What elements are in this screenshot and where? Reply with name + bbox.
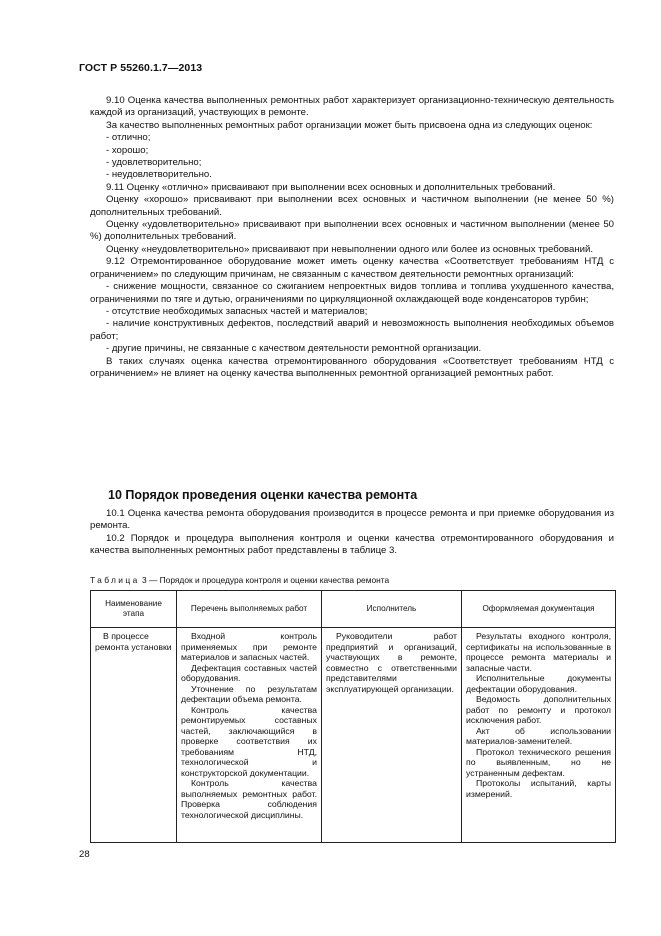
header-executor: Исполнитель xyxy=(322,591,462,628)
document-item: Исполнительные документы дефектации оборудования. xyxy=(466,673,611,694)
table-caption-text: 3 — Порядок и процедура контроля и оценки качества ремонта xyxy=(141,575,390,585)
section-title: 10 Порядок проведения оценки качества ремонта xyxy=(108,488,418,502)
table-header-row xyxy=(91,591,616,628)
cell-stage xyxy=(91,628,177,843)
header-works: Перечень выполняемых работ xyxy=(177,591,322,628)
table-caption xyxy=(90,575,389,585)
list-item: - снижение мощности, связанное со сжиганием непроектных видов топлива и топлива ухудшенного качества, ограничениями по тяге и дутью, ограничениями по циркуляционной охлаждающей воде конденсаторов турбин; xyxy=(90,281,614,305)
executor-text: Руководители работ предприятий и организаций, участвующих в ремонте, совместно с ответственными представителями эксплуатирующей организации. xyxy=(326,631,457,694)
document-item: Акт об использовании материалов-заменителей. xyxy=(466,725,611,746)
paragraph: 10.2 Порядок и процедура выполнения контроля и оценки качества отремонтированного оборудования и качества выполненных ремонтных работ представлены в таблице 3. xyxy=(90,532,614,557)
paragraph: Оценку «удовлетворительно» присваивают при выполнении всех основных и частичном выполнении (менее 50 %) дополнительных требований. xyxy=(90,219,614,243)
stage-text: В процессе ремонта установки xyxy=(95,631,172,652)
work-item: Контроль качества выполняемых ремонтных работ. Проверка соблюдения технологической дисциплины. xyxy=(181,778,317,820)
list-item: - отсутствие необходимых запасных частей и материалов; xyxy=(106,305,368,317)
work-item: Контроль качества ремонтируемых составных частей, заключающийся в проверке соответствия их требованиям НТД, технологической и конструкторской документации. xyxy=(181,704,317,778)
quality-control-table xyxy=(90,590,616,843)
document-header: ГОСТ Р 55260.1.7—2013 xyxy=(79,62,203,74)
list-item: - удовлетворительно; xyxy=(106,157,202,169)
list-item: - неудовлетворительно. xyxy=(106,169,212,181)
document-item: Протокол технического решения по выявленным, но не устраненным дефектам. xyxy=(466,746,611,778)
list-item: - хорошо; xyxy=(106,144,149,156)
list-item: - наличие конструктивных дефектов, последствий аварий и невозможность выполнения необходимых объемов работ; xyxy=(90,318,614,342)
table-caption-label: Таблица xyxy=(90,575,140,585)
list-item: - отлично; xyxy=(106,132,151,144)
paragraph: 9.10 Оценка качества выполненных ремонтных работ характеризует организационно-техническую деятельность каждой из организаций, участвующих в ремонте. xyxy=(90,95,614,119)
header-stage: Наименование этапа xyxy=(91,591,177,628)
paragraph: Оценку «хорошо» присваивают при выполнении всех основных и частичном выполнении (не менее 50 %) дополнительных требований. xyxy=(90,194,614,218)
document-item: Ведомость дополнительных работ по ремонту и протокол исключения работ. xyxy=(466,694,611,725)
document-item: Протоколы испытаний, карты измерений. xyxy=(466,778,611,799)
work-item: Входной контроль применяемых при ремонте материалов и запасных частей. xyxy=(181,631,317,662)
section-text xyxy=(90,508,614,558)
paragraph: Оценку «неудовлетворительно» присваивают при невыполнении одного или более из основных требований. xyxy=(106,243,594,255)
cell-works xyxy=(177,628,322,843)
paragraph: За качество выполненных ремонтных работ организации может быть присвоена одна из следующих оценок: xyxy=(106,119,593,131)
paragraph: 9.12 Отремонтированное оборудование может иметь оценку качества «Соответствует требованиям НТД с ограничением» по следующим причинам, не связанным с качеством деятельности ремонтных организаций: xyxy=(90,256,614,280)
document-item: Результаты входного контроля, сертификаты на использованные в процессе ремонта материалы и запасные части. xyxy=(466,631,611,673)
table-row xyxy=(91,628,616,843)
work-item: Дефектация составных частей оборудования. xyxy=(181,662,317,683)
cell-documents xyxy=(462,628,616,843)
page-number: 28 xyxy=(79,849,90,860)
paragraph: В таких случаях оценка качества отремонтированного оборудования «Соответствует требованиям НТД с ограничением» не влияет на оценку качества выполненных ремонтной организацией ремонтных работ. xyxy=(90,355,614,379)
work-item: Уточнение по результатам дефектации объема ремонта. xyxy=(181,683,317,704)
header-documents: Оформляемая документация xyxy=(462,591,616,628)
list-item: - другие причины, не связанные с качеством деятельности ремонтной организации. xyxy=(106,343,482,355)
cell-executor xyxy=(322,628,462,843)
paragraph: 10.1 Оценка качества ремонта оборудования производится в процессе ремонта и при приемке оборудования из ремонта. xyxy=(90,508,614,532)
paragraph: 9.11 Оценку «отлично» присваивают при выполнении всех основных и дополнительных требований. xyxy=(106,181,556,193)
body-text xyxy=(90,95,614,380)
